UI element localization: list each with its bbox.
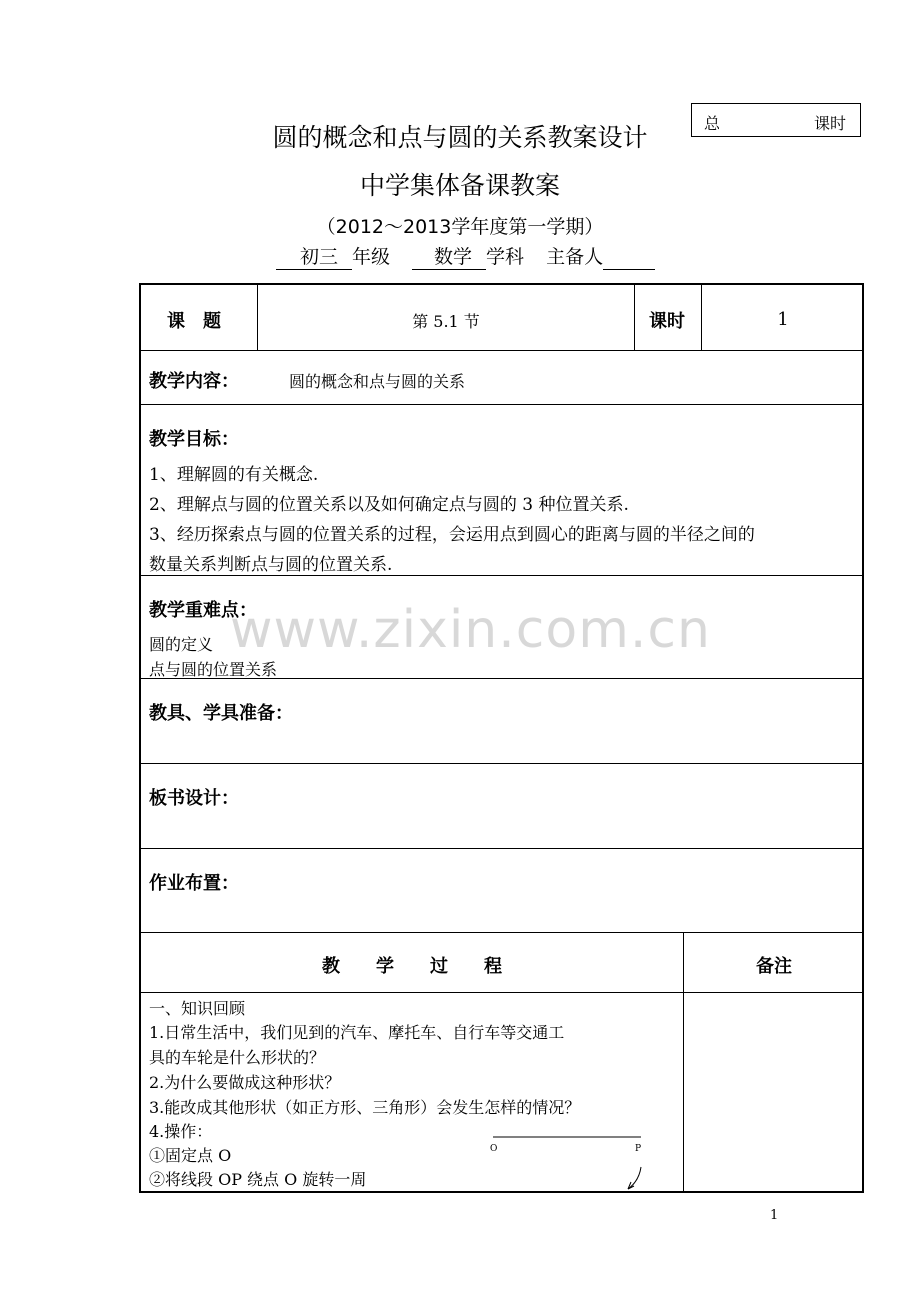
row-divider bbox=[141, 848, 862, 849]
point-p-label: P bbox=[635, 1144, 642, 1154]
preparer-blank bbox=[603, 249, 655, 270]
document-title: 圆的概念和点与圆的关系教案设计 bbox=[272, 123, 648, 152]
process-line: ②将线段 OP 绕点 O 旋转一周 bbox=[149, 1170, 367, 1189]
process-line: ①固定点 O bbox=[149, 1146, 232, 1165]
process-line: 一、知识回顾 bbox=[149, 999, 246, 1018]
goal-item: 3、经历探索点与圆的位置关系的过程，会运用点到圆心的距离与圆的半径之间的 bbox=[149, 525, 755, 545]
row-divider bbox=[141, 763, 862, 764]
goal-item: 1、理解圆的有关概念. bbox=[149, 465, 319, 485]
board-design-label: 板书设计： bbox=[149, 788, 239, 809]
topic-value: 第 5.1 节 bbox=[412, 312, 480, 331]
total-label: 总 bbox=[704, 114, 721, 133]
content-value: 圆的概念和点与圆的关系 bbox=[289, 372, 466, 391]
school-term: （2012～2013学年度第一学期） bbox=[316, 216, 604, 238]
process-line: 1.日常生活中，我们见到的汽车、摩托车、自行车等交通工 bbox=[149, 1023, 565, 1042]
point-o-label: O bbox=[490, 1144, 498, 1154]
hours-label: 课时 bbox=[813, 114, 846, 133]
notes-label: 备注 bbox=[756, 956, 792, 977]
lesson-plan-table bbox=[139, 283, 864, 1193]
row-divider bbox=[141, 575, 862, 576]
lesson-label: 课时 bbox=[649, 311, 685, 332]
process-label: 教 学 过 程 bbox=[322, 956, 502, 977]
subject-label: 学科 bbox=[486, 246, 525, 268]
key-point-item: 点与圆的位置关系 bbox=[149, 660, 278, 679]
process-line: 4.操作： bbox=[149, 1122, 213, 1141]
grade-label: 年级 bbox=[352, 246, 391, 268]
row-divider bbox=[141, 992, 862, 993]
subject-value: 数学 bbox=[412, 242, 486, 270]
row-divider bbox=[141, 404, 862, 405]
goals-label: 教学目标： bbox=[149, 429, 239, 450]
course-info-line bbox=[276, 242, 655, 270]
homework-label: 作业布置： bbox=[149, 873, 239, 894]
process-line: 3.能改成其他形状（如正方形、三角形）会发生怎样的情况？ bbox=[149, 1098, 581, 1117]
page-number: 1 bbox=[770, 1208, 779, 1223]
goal-item: 2、理解点与圆的位置关系以及如何确定点与圆的 3 种位置关系. bbox=[149, 495, 629, 515]
topic-label: 课 题 bbox=[167, 311, 221, 332]
document-subtitle: 中学集体备课教案 bbox=[359, 171, 560, 200]
process-line: 具的车轮是什么形状的？ bbox=[149, 1048, 326, 1067]
lesson-value: 1 bbox=[777, 309, 789, 330]
preparer-label: 主备人 bbox=[546, 246, 604, 268]
arrow-head bbox=[628, 1182, 634, 1189]
col-divider bbox=[634, 285, 635, 350]
process-line: 2.为什么要做成这种形状？ bbox=[149, 1073, 341, 1092]
watermark: www.zixin.com.cn bbox=[230, 600, 711, 660]
segment-op-figure bbox=[481, 1131, 661, 1193]
key-point-item: 圆的定义 bbox=[149, 635, 214, 654]
key-points-label: 教学重难点： bbox=[149, 600, 257, 621]
content-label: 教学内容： bbox=[149, 371, 239, 392]
grade-value: 初三 bbox=[276, 242, 352, 270]
row-divider bbox=[141, 932, 862, 933]
row-divider bbox=[141, 350, 862, 351]
tools-label: 教具、学具准备： bbox=[149, 703, 293, 724]
goal-item: 数量关系判断点与圆的位置关系. bbox=[149, 555, 393, 575]
